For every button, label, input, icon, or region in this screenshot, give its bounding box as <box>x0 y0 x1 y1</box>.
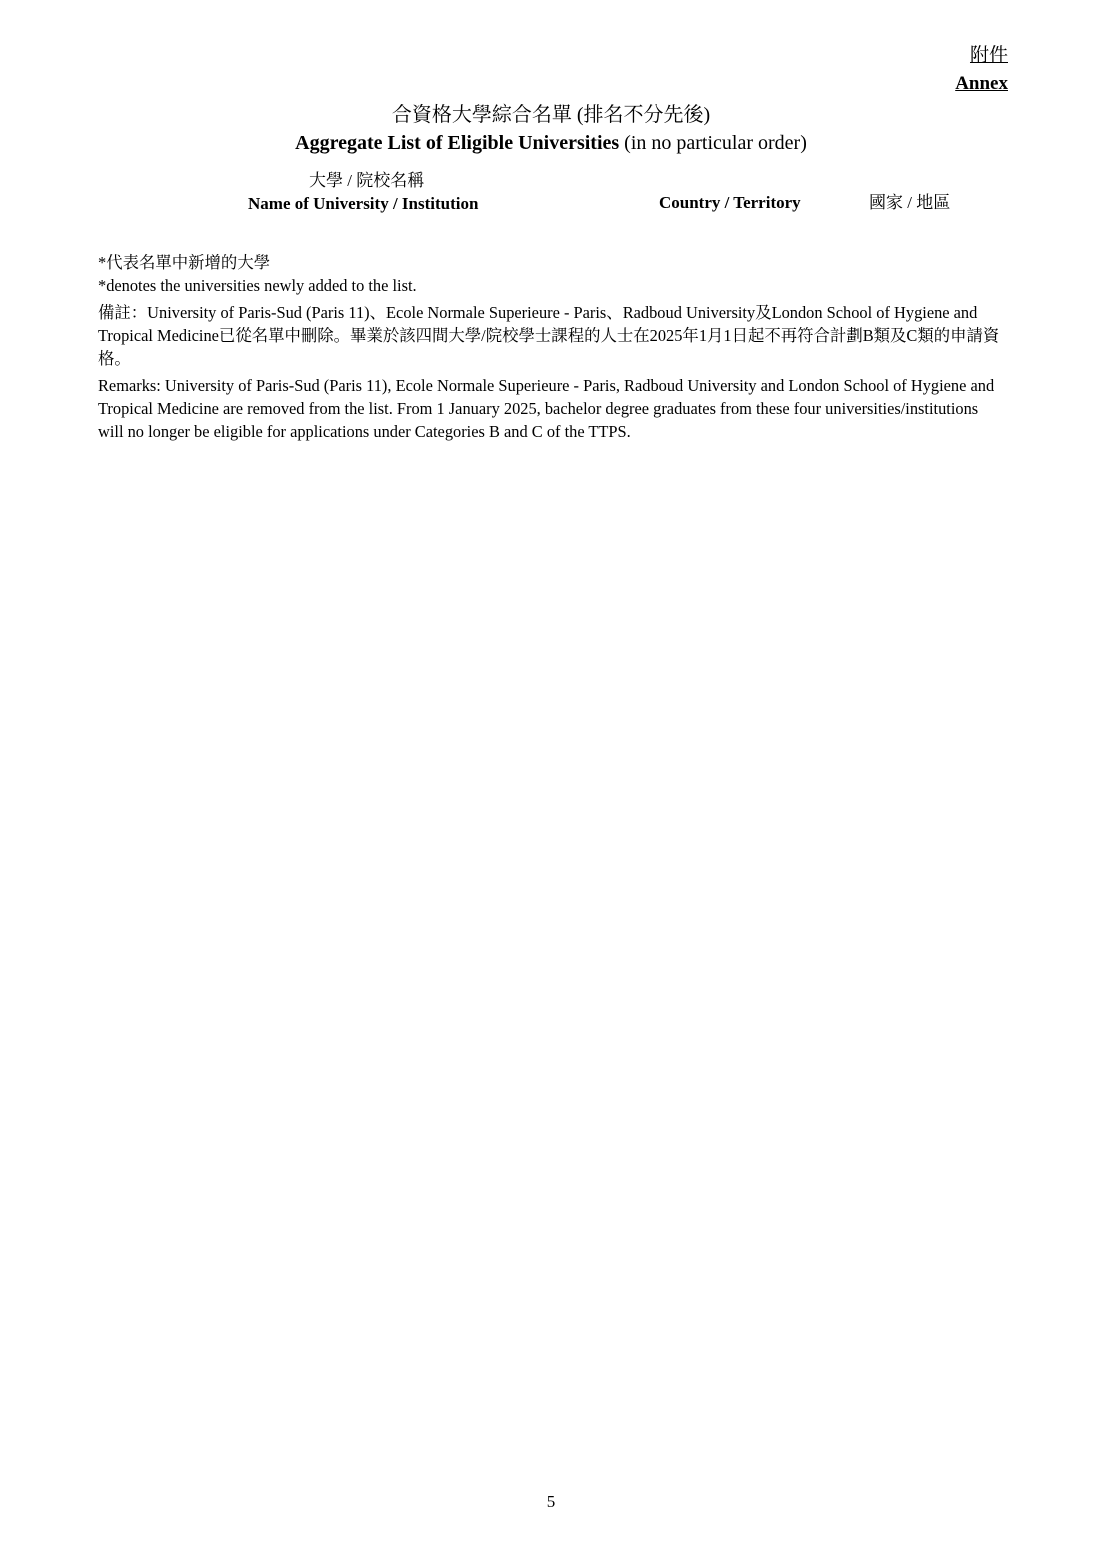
asterisk-note-zh: *代表名單中新增的大學 <box>98 253 271 272</box>
page-number: 5 <box>546 1492 556 1511</box>
notes-section <box>98 251 1004 443</box>
page-title-zh: 合資格大學綜合名單 (排名不分先後) <box>391 104 711 126</box>
column-header-country-zh: 國家 / 地區 <box>869 193 951 212</box>
remarks-zh: 備註：University of Paris-Sud (Paris 11)、Ecole Normale Superieure - Paris、Radboud University及London School of Hygiene and Tropical Medicine已從名單中刪除。畢業於該四間大學/院校學士課程的人士在2025年1月1日起不再符合計劃B類及C類的申請資格。 <box>98 303 1000 368</box>
column-header-country-en: Country / Territory <box>659 193 801 212</box>
column-header-name-zh: 大學 / 院校名稱 <box>309 171 425 190</box>
annex-label-zh: 附件 <box>969 45 1008 66</box>
asterisk-note-en: *denotes the universities newly added to the list. <box>98 276 417 295</box>
remarks-en: Remarks: University of Paris-Sud (Paris 11), Ecole Normale Superieure - Paris, Radboud University and London School of Hygiene and Tropical Medicine are removed from the list. From 1 January 2025, bachelor degree graduates from these four universities/institutions will no longer be eligible for applications under Categories B and C of the TTPS. <box>98 376 995 441</box>
annex-label-en: Annex <box>955 73 1008 94</box>
page-title-en <box>0 130 1102 156</box>
page-title-en-bold: Aggregate List of Eligible Universities <box>295 132 620 154</box>
column-header-name-en: Name of University / Institution <box>248 194 479 213</box>
page-title-en-rest: (in no particular order) <box>619 132 807 154</box>
